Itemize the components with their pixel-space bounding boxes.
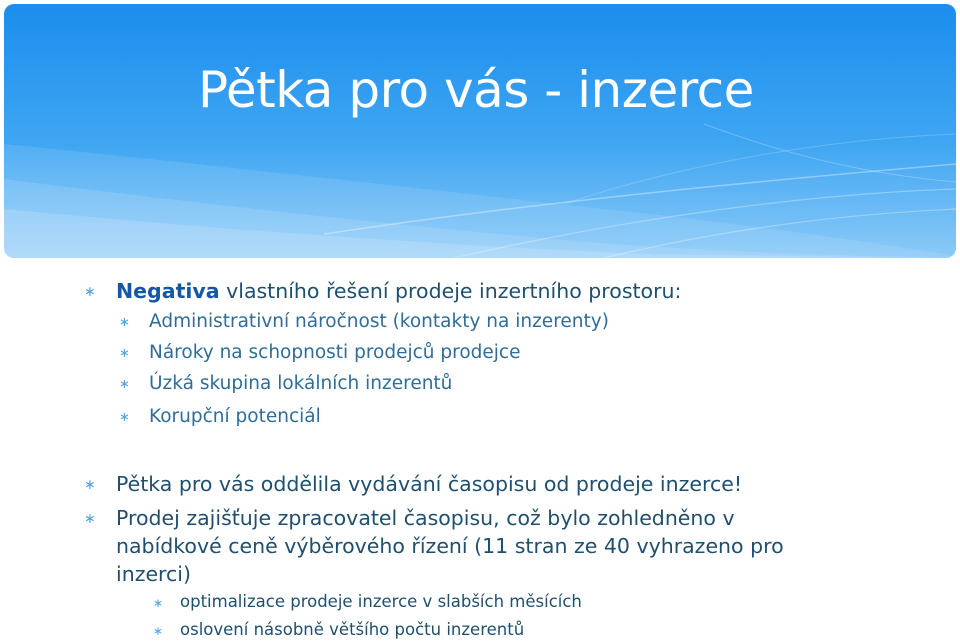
sale-line: Prodej zajišťuje zpracovatel časopisu, což bylo zohledněno v	[116, 506, 735, 530]
bullet-icon: ∗	[84, 511, 96, 527]
sale-subitem: optimalizace prodeje inzerce v slabších měsících	[180, 592, 582, 611]
sale-line: nabídkové ceně výběrového řízení (11 stran ze 40 vyhrazeno pro	[116, 534, 784, 558]
bullet-icon: ∗	[153, 624, 164, 638]
bullet-icon: ∗	[84, 284, 96, 300]
sale-line-continued	[116, 560, 191, 588]
bullet-icon: ∗	[84, 477, 96, 493]
bullet-icon: ∗	[119, 315, 130, 330]
sale-subitem: oslovení násobně většího počtu inzerentů	[180, 620, 525, 639]
list-item-sale	[84, 504, 735, 532]
list-item	[153, 590, 582, 614]
list-item	[84, 470, 743, 498]
sale-line-continued	[116, 532, 784, 560]
list-item	[119, 371, 453, 397]
negatives-text: vlastního řešení prodeje inzertního prostoru:	[219, 279, 682, 303]
negatives-label: Negativa	[116, 279, 220, 303]
list-item	[119, 309, 609, 335]
bullet-icon: ∗	[153, 596, 164, 610]
negative-item: Nároky na schopnosti prodejců prodejce	[149, 342, 521, 363]
list-item	[119, 340, 521, 366]
negative-item: Úzká skupina lokálních inzerentů	[149, 373, 453, 394]
list-item-negatives	[84, 277, 682, 305]
negative-item: Korupční potenciál	[149, 406, 321, 427]
negative-item: Administrativní náročnost (kontakty na inzerenty)	[149, 311, 609, 332]
bullet-icon: ∗	[119, 346, 130, 361]
list-item	[119, 404, 321, 430]
sale-line: inzerci)	[116, 562, 192, 586]
bullet-icon: ∗	[119, 377, 130, 392]
point-text: Pětka pro vás oddělila vydávání časopisu od prodeje inzerce!	[116, 472, 743, 496]
slide-title: Pětka pro vás - inzerce	[198, 61, 754, 119]
list-item	[153, 618, 525, 642]
bullet-icon: ∗	[119, 410, 130, 425]
